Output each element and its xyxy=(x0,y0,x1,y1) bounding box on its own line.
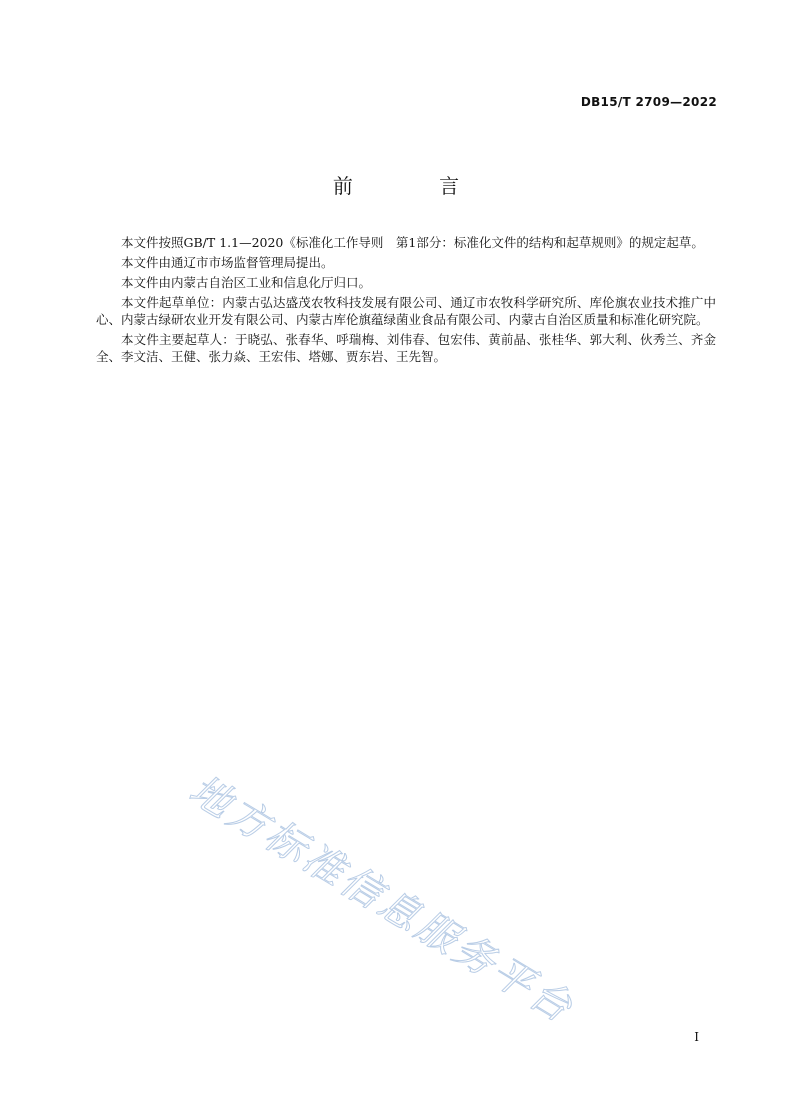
paragraph-drafters: 本文件主要起草人：于晓弘、张春华、呼瑞梅、刘伟春、包宏伟、黄前晶、张桂华、郭大利、伙秀兰、齐金全、李文洁、王健、张力焱、王宏伟、塔娜、贾东岩、王先智。 xyxy=(96,332,716,364)
paragraph-proposed-by: 本文件由通辽市市场监督管理局提出。 xyxy=(121,255,334,270)
watermark: 地方标准信息服务平台 xyxy=(181,766,583,1033)
foreword-body xyxy=(96,234,716,368)
standard-code: DB15/T 2709—2022 xyxy=(580,95,717,109)
paragraph-centralized-by: 本文件由内蒙古自治区工业和信息化厅归口。 xyxy=(121,275,372,290)
paragraph-drafting-rules: 本文件按照GB/T 1.1—2020《标准化工作导则 第1部分：标准化文件的结构和起草规则》的规定起草。 xyxy=(121,235,704,250)
paragraph-drafting-units: 本文件起草单位：内蒙古弘达盛茂农牧科技发展有限公司、通辽市农牧科学研究所、库伦旗农业技术推广中心、内蒙古绿研农业开发有限公司、内蒙古库伦旗蕴绿菌业食品有限公司、内蒙古自治区质量和标准化研究院。 xyxy=(96,295,716,327)
page-number: I xyxy=(694,1030,699,1044)
page-title: 前 言 xyxy=(332,174,500,198)
